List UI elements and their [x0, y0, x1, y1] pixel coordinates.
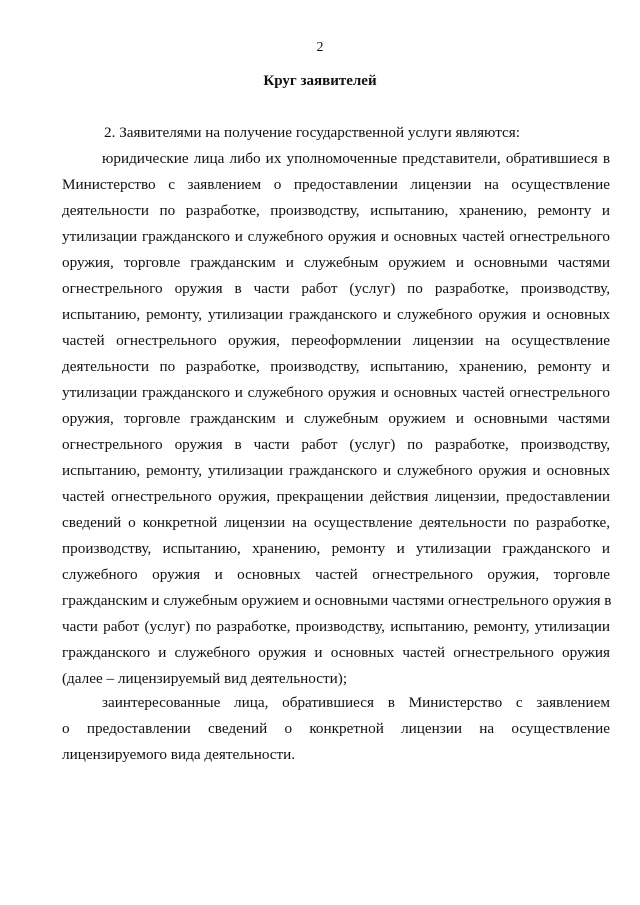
paragraph-line: испытанию, ремонту, утилизации гражданского и служебного оружия и основных: [62, 462, 610, 479]
paragraph-line: гражданского и служебного оружия и основных частей огнестрельного оружия: [62, 644, 610, 661]
paragraph-line: производству, испытанию, хранению, ремонту и утилизации гражданского и: [62, 540, 610, 557]
paragraph-line: утилизации гражданского и служебного оружия и основных частей огнестрельного: [62, 228, 610, 245]
paragraph-line: утилизации гражданского и служебного оружия и основных частей огнестрельного: [62, 384, 610, 401]
paragraph-line: гражданским и служебным оружием и основными частями огнестрельного оружия в: [62, 592, 612, 609]
paragraph-line: частей огнестрельного оружия, переоформлении лицензии на осуществление: [62, 332, 610, 349]
paragraph-line: оружия, торговле гражданским и служебным оружием и основными частями: [62, 410, 610, 427]
paragraph-line: служебного оружия и основных частей огнестрельного оружия, торговле: [62, 566, 610, 583]
lead-text: 2. Заявителями на получение государственной услуги являются:: [104, 124, 520, 141]
paragraph-line: деятельности по разработке, производству, испытанию, хранению, ремонту и: [62, 202, 610, 219]
paragraph-line: части работ (услуг) по разработке, производству, испытанию, ремонту, утилизации: [62, 618, 610, 635]
lead-sentence: [62, 120, 610, 146]
paragraph-line: частей огнестрельного оружия, прекращении действия лицензии, предоставлении: [62, 488, 610, 505]
paragraph-line: о предоставлении сведений о конкретной лицензии на осуществление: [62, 720, 610, 737]
paragraph-line: заинтересованные лица, обратившиеся в Министерство с заявлением: [102, 694, 610, 711]
paragraph-line: (далее – лицензируемый вид деятельности);: [62, 670, 348, 687]
paragraph-line: деятельности по разработке, производству, испытанию, хранению, ремонту и: [62, 358, 610, 375]
paragraph-interested-parties: [62, 690, 610, 768]
paragraph-line: сведений о конкретной лицензии на осуществление деятельности по разработке,: [62, 514, 610, 531]
paragraph-line: огнестрельного оружия в части работ (услуг) по разработке, производству,: [62, 280, 610, 297]
section-title: Круг заявителей: [263, 73, 377, 89]
paragraph-legal-entities: [62, 146, 610, 692]
paragraph-line: испытанию, ремонту, утилизации гражданского и служебного оружия и основных: [62, 306, 610, 323]
paragraph-line: лицензируемого вида деятельности.: [62, 746, 296, 763]
paragraph-line: юридические лица либо их уполномоченные представители, обратившиеся в: [102, 150, 610, 167]
paragraph-line: огнестрельного оружия в части работ (услуг) по разработке, производству,: [62, 436, 610, 453]
page-number: 2: [316, 40, 324, 55]
paragraph-line: оружия, торговле гражданским и служебным оружием и основными частями: [62, 254, 610, 271]
paragraph-line: Министерство с заявлением о предоставлении лицензии на осуществление: [62, 176, 610, 193]
